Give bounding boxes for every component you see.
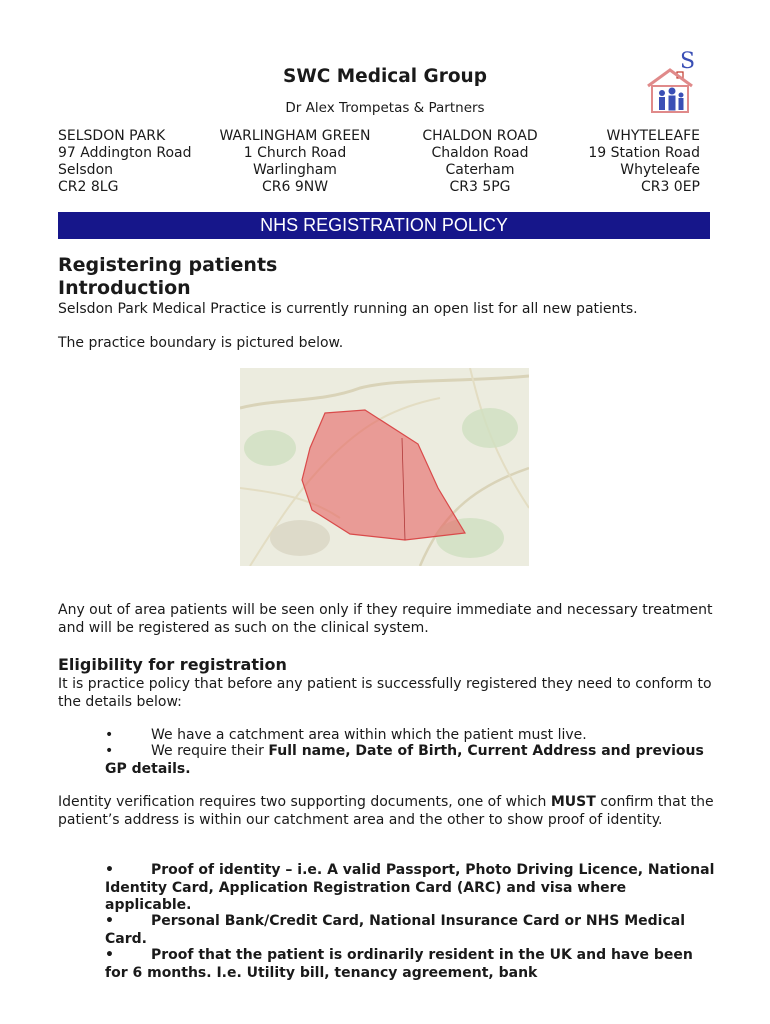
address-postcode: CR2 8LG [58, 179, 119, 195]
list-item-proof-identity: • Proof of identity – i.e. A valid Passport, Photo Driving Licence, National Identity Card, Application Registration Card (ARC) and visa where applicable. [105, 862, 715, 913]
address-selsdon-park [58, 128, 192, 196]
address-warlingham-green [200, 128, 390, 196]
intro-paragraph: Selsdon Park Medical Practice is currently running an open list for all new patients. [58, 301, 638, 317]
out-of-area-paragraph: Any out of area patients will be seen only if they require immediate and necessary treatment and will be registered as such on the clinical system. [58, 602, 713, 636]
address-postcode: CR6 9NW [261, 179, 329, 195]
address-whyteleafe [560, 128, 700, 196]
eligibility-intro: It is practice policy that before any patient is successfully registered they need to conform to the details below: [58, 676, 712, 710]
identity-paragraph: Identity verification requires two supporting documents, one of which MUST confirm that the patient’s address is within our catchment area and the other to show proof of identity. [58, 794, 714, 828]
address-postcode: CR3 0EP [640, 179, 700, 195]
practice-boundary-map [240, 368, 529, 566]
bullet-icon: • [105, 862, 114, 878]
eligibility-heading: Eligibility for registration [58, 655, 287, 674]
address-postcode: CR3 5PG [449, 179, 511, 195]
list-item-details: • We require their Full name, Date of Birth, Current Address and previous GP details. [105, 743, 704, 777]
list-item-bank-card: • Personal Bank/Credit Card, National Insurance Card or NHS Medical Card. [105, 913, 686, 947]
bullet-icon: • [105, 743, 114, 759]
address-name: WARLINGHAM GREEN [219, 128, 371, 144]
bullet-icon: • [105, 947, 114, 963]
address-line2: Whyteleafe [620, 162, 700, 178]
heading-introduction: Introduction [58, 277, 191, 299]
address-line2: Warlingham [253, 162, 337, 178]
address-line1: 97 Addington Road [58, 145, 192, 161]
address-line1: 1 Church Road [243, 145, 347, 161]
partners-subtitle: Dr Alex Trompetas & Partners [285, 100, 485, 116]
address-line1: Chaldon Road [431, 145, 529, 161]
address-line2: Selsdon [58, 162, 114, 178]
address-name: SELSDON PARK [58, 128, 166, 144]
heading-registering: Registering patients [58, 254, 278, 276]
address-name: CHALDON ROAD [422, 128, 538, 144]
section-heading [58, 254, 277, 300]
list-item-residence: • Proof that the patient is ordinarily resident in the UK and have been for 6 months. I.e. Utility bill, tenancy agreement, bank [105, 947, 693, 981]
policy-banner: NHS REGISTRATION POLICY [58, 212, 710, 239]
address-name: WHYTELEAFE [606, 128, 700, 144]
bullet-icon: • [105, 913, 114, 929]
practice-title: SWC Medical Group [283, 66, 487, 87]
logo-letter: S [680, 49, 696, 74]
practice-logo [640, 46, 700, 118]
list-item-catchment: • We have a catchment area within which the patient must live. [105, 727, 587, 743]
address-line1: 19 Station Road [588, 145, 700, 161]
address-chaldon-road [390, 128, 570, 196]
boundary-paragraph: The practice boundary is pictured below. [58, 335, 344, 351]
address-line2: Caterham [445, 162, 515, 178]
bullet-icon: • [105, 727, 114, 743]
